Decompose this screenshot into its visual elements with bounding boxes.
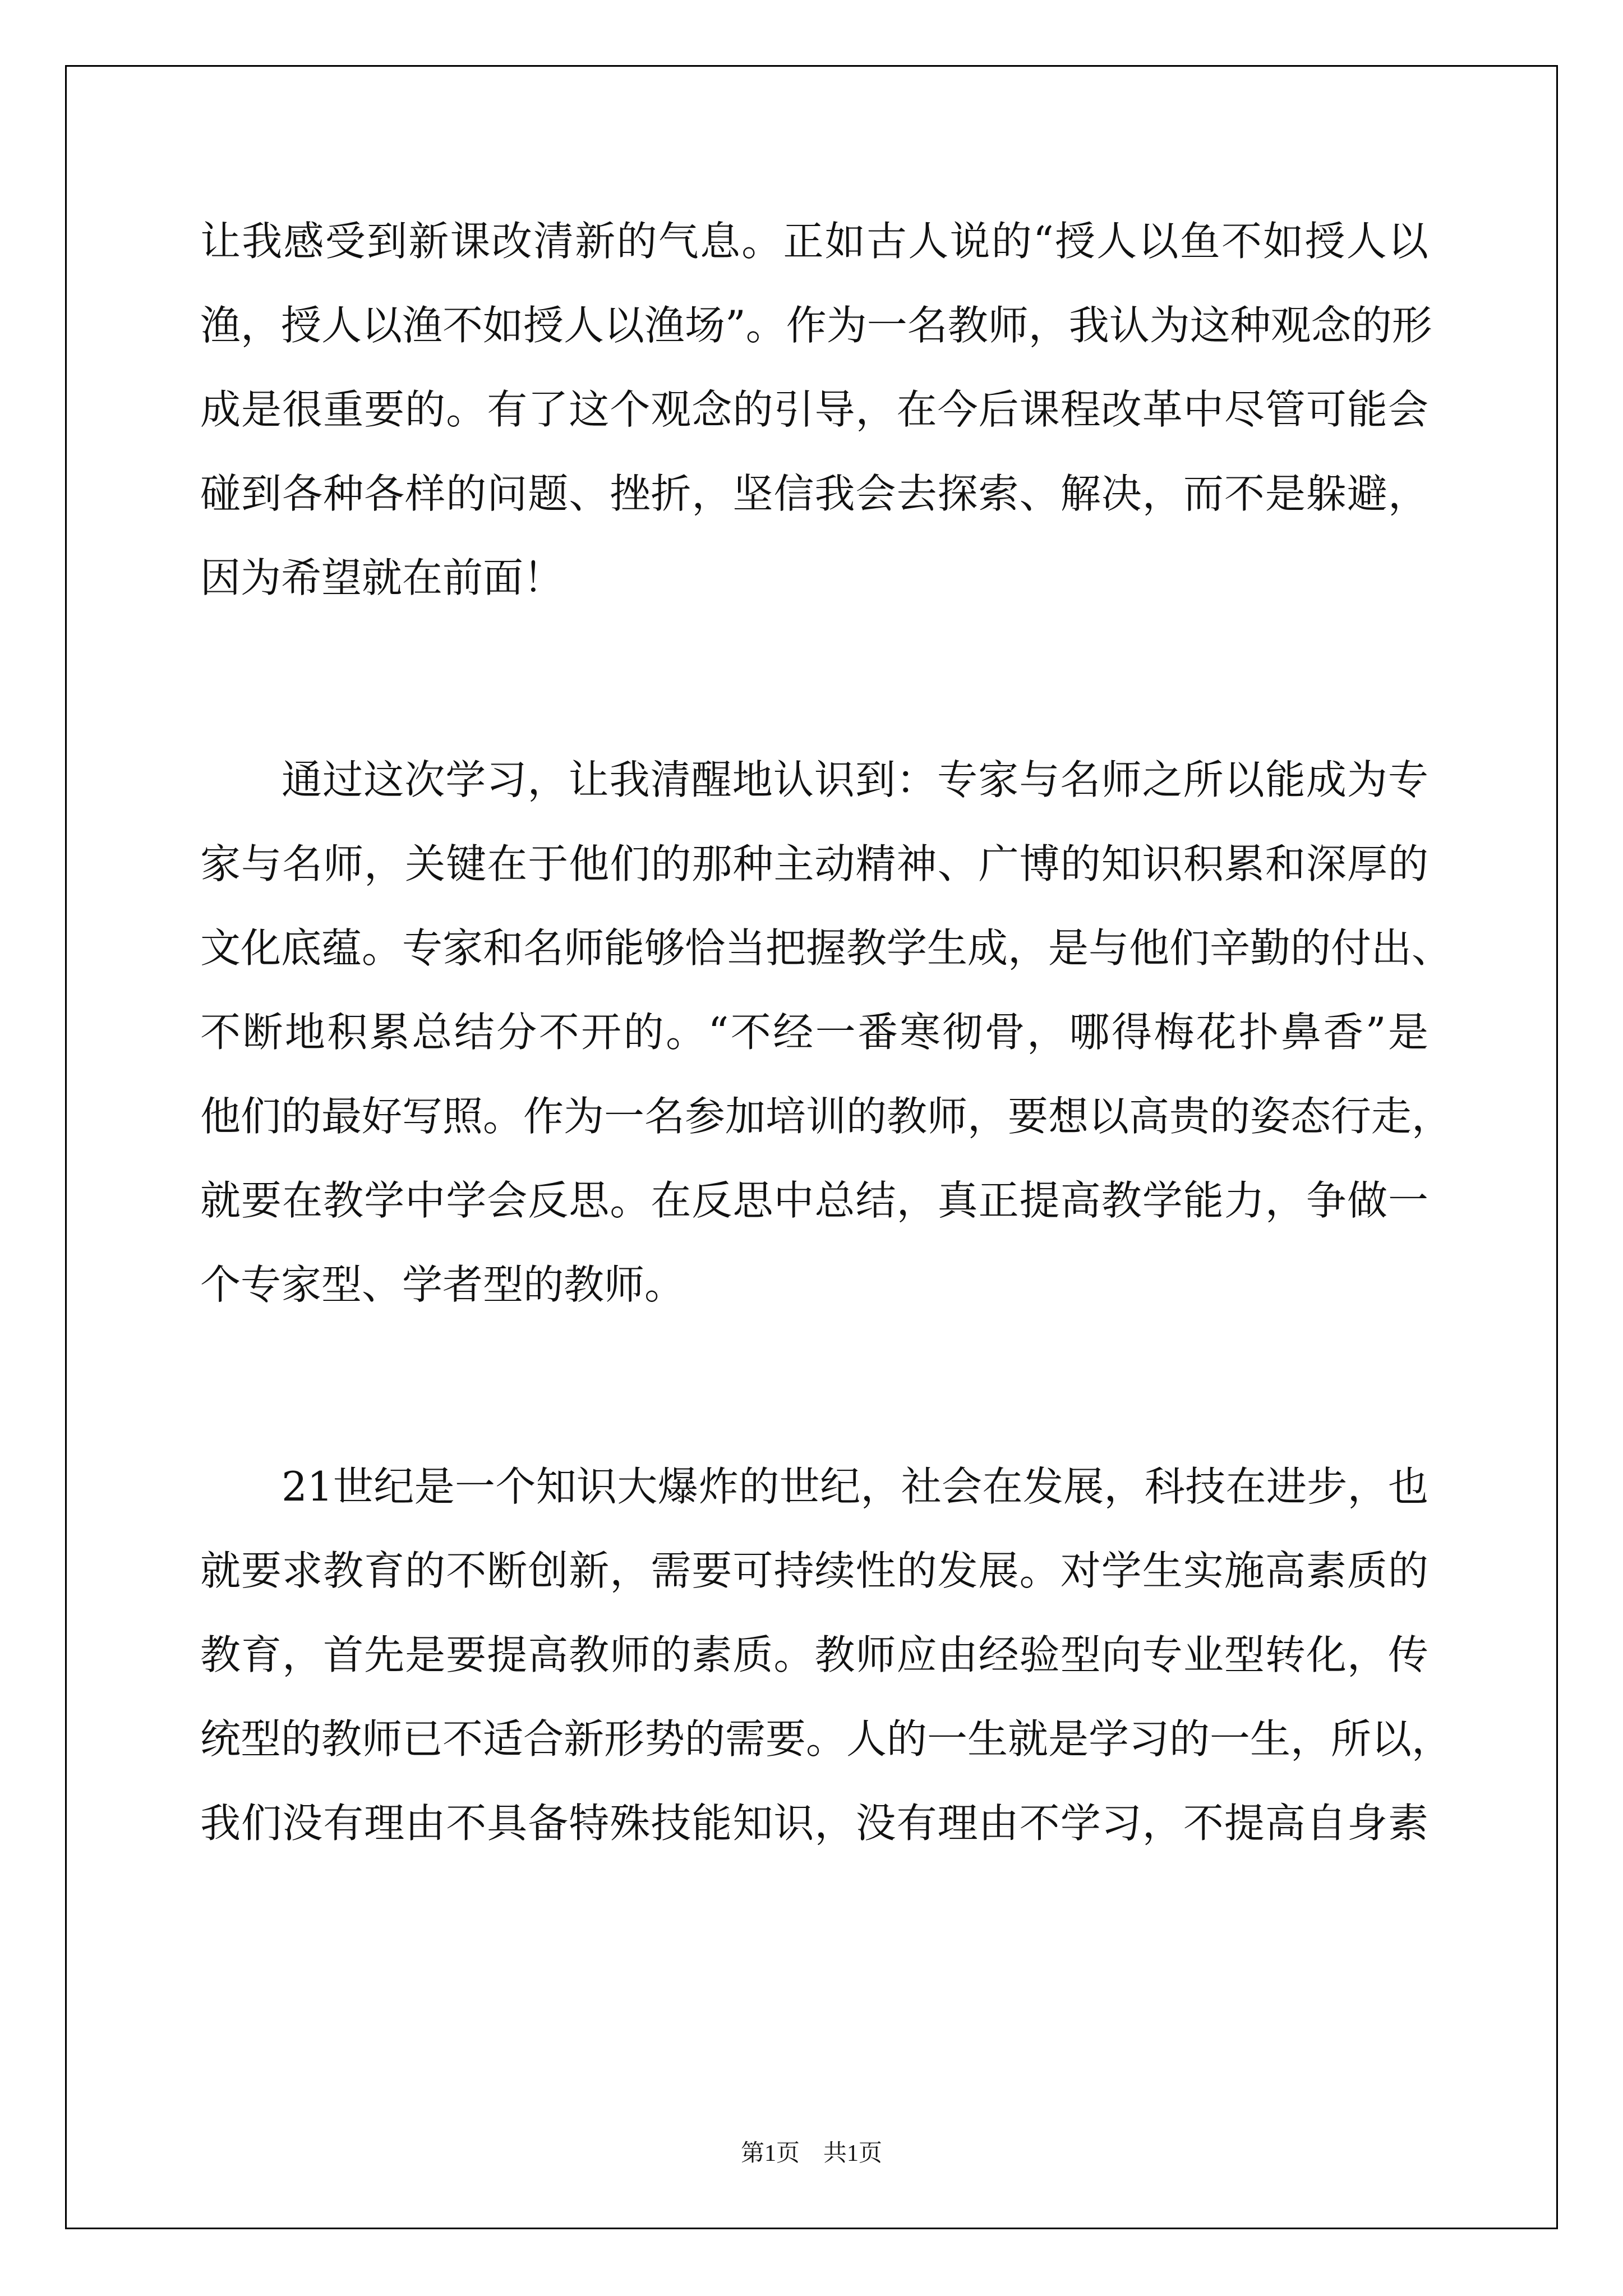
text-line: 因为希望就在前面！: [200, 554, 564, 601]
text-line: 个专家型、学者型的教师。: [200, 1261, 685, 1308]
text-line: 渔，授人以渔不如授人以渔场”。作为一名教师，我认为这种观念的形: [200, 302, 1432, 349]
paragraph-first-line: 21世纪是一个知识大爆炸的世纪，社会在发展，科技在进步，也: [282, 1463, 1428, 1510]
text-line: 不断地积累总结分不开的。“不经一番寒彻骨，哪得梅花扑鼻香”是: [200, 1009, 1428, 1056]
text-line: 统型的教师已不适合新形势的需要。人的一生就是学习的一生，所以，: [200, 1715, 1453, 1763]
text-line: 教育，首先是要提高教师的素质。教师应由经验型向专业型转化，传: [200, 1631, 1428, 1678]
text-line: 他们的最好写照。作为一名参加培训的教师，要想以高贵的姿态行走，: [200, 1093, 1453, 1140]
text-line: 就要在教学中学会反思。在反思中总结，真正提高教学能力，争做一: [200, 1177, 1428, 1224]
text-line: 家与名师，关键在于他们的那种主动精神、广博的知识积累和深厚的: [200, 840, 1428, 887]
text-line: 就要求教育的不断创新，需要可持续性的发展。对学生实施高素质的: [200, 1547, 1428, 1594]
paragraph-first-line: 通过这次学习，让我清醒地认识到：专家与名师之所以能成为专: [282, 756, 1428, 803]
text-line: 文化底蕴。专家和名师能够恰当把握教学生成，是与他们辛勤的付出、: [200, 924, 1453, 972]
text-line: 我们没有理由不具备特殊技能知识，没有理由不学习，不提高自身素: [200, 1800, 1428, 1847]
text-line: 成是很重要的。有了这个观念的引导，在今后课程改革中尽管可能会: [200, 386, 1428, 433]
text-line: 让我感受到新课改清新的气息。正如古人说的“授人以鱼不如授人以: [200, 218, 1428, 265]
page-footer: 第1页 共1页: [740, 2141, 882, 2166]
text-line: 碰到各种各样的问题、挫折，坚信我会去探索、解决，而不是躲避，: [200, 470, 1428, 517]
